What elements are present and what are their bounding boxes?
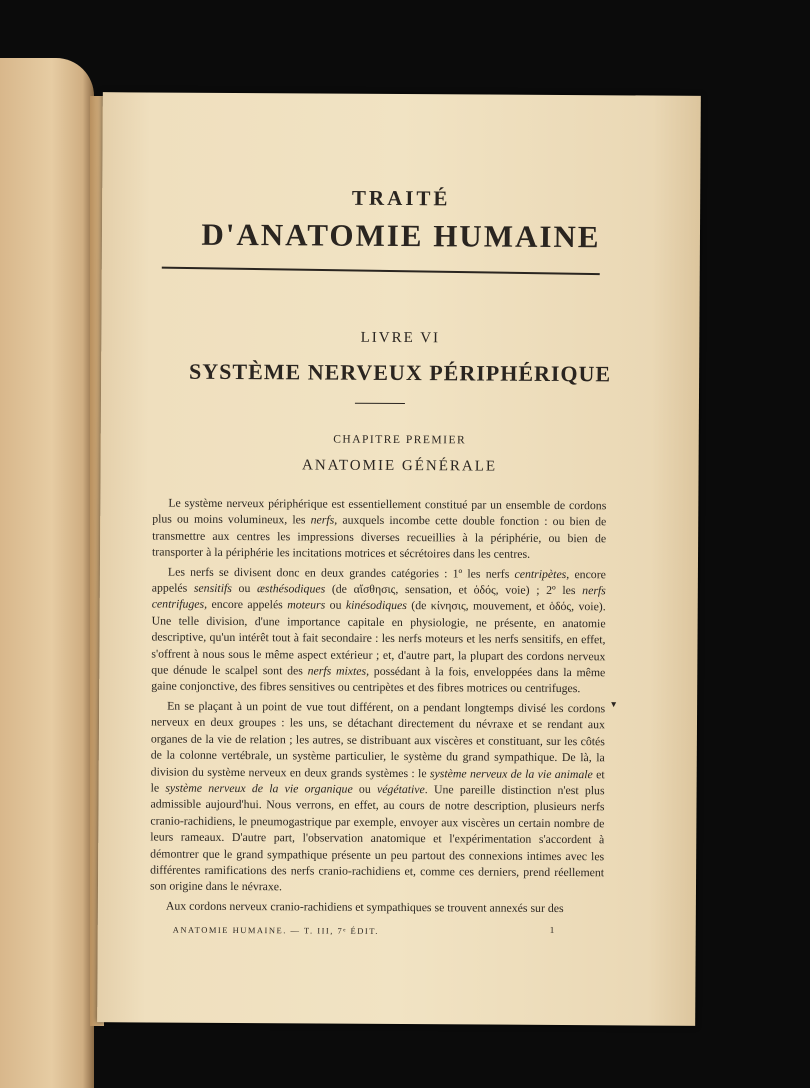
text-run: (de αἴσθησις, sensation, et ὁδός, voie) ; 2º les: [325, 581, 583, 598]
text-run: ou: [352, 781, 378, 796]
book-page: [97, 92, 701, 1026]
text-run: , auxquels incombe cette double fonction : ou bien de transmettre aux centres les impressions diverses recueillies à la périphérie, ou bien de transporter à la périphérie les incitations motrices et sécrétoires dans les centres.: [151, 513, 607, 562]
page-number: 1: [549, 924, 555, 935]
italic-term: moteurs: [287, 597, 326, 612]
text-run: . Une pareille distinction n'est plus admissible aujourd'hui. Nous verrons, en effet, au cours de notre description, plusieurs nerfs cranio-rachidiens, le pneumogastrique par exemple, envoyer aux viscères un certain nombre de leurs rameaux. D'autre part, l'observation anatomique et l'expérimentation s'accordent à démontrer que le grand sympathique présente un peu partout des connexions intimes avec les différentes ramifications des nerfs cranio-rachidiens et, comme ces derniers, prend réellement son origine dans le névraxe.: [149, 782, 605, 894]
italic-term: kinésodiques: [345, 598, 407, 613]
chapter-label: CHAPITRE PREMIER: [333, 433, 467, 447]
text-run: ou: [231, 581, 258, 596]
text-run: Aux cordons nerveux cranio-rachidiens et sympathiques se trouvent annexés sur des: [165, 898, 564, 915]
body-text: [150, 494, 607, 919]
text-run: et le: [150, 766, 605, 795]
facing-page: [0, 58, 94, 1088]
text-run: Le système nerveux périphérique est essentiellement constitué par un ensemble de cordons plus ou moins volumineux, les: [152, 495, 607, 527]
text-run: (de κίνησις, mouvement, et ὁδός, voie). Une telle division, d'une importance capitale en physiologie, ne présente, en anatomie descriptive, qu'un intérêt tout à fait secondaire : les nerfs moteurs et les nerfs sensitifs, en effet, s'offrent à nous sous le même aspect extérieur ; et, d'autre part, la plupart des cordons nerveux que dénude le scalpel sont des: [151, 598, 606, 678]
italic-term: nerfs centrifuges: [151, 583, 606, 612]
italic-term: système nerveux de la vie animale: [429, 765, 593, 781]
title-rule: [162, 267, 600, 275]
signature-line: ANATOMIE HUMAINE. — T. III, 7ᵉ ÉDIT.: [172, 924, 379, 936]
margin-mark: ▾: [611, 699, 617, 711]
italic-term: nerfs: [310, 512, 335, 528]
section-rule: [355, 403, 405, 404]
paragraph: [150, 697, 605, 897]
italic-term: sensitifs: [193, 580, 232, 596]
italic-term: centripètes: [514, 566, 567, 581]
paragraph: [151, 563, 606, 697]
text-run: , encore appelés: [204, 597, 288, 612]
italic-term: æsthésodiques: [256, 581, 326, 596]
italic-term: système nerveux de la vie organique: [165, 780, 353, 796]
text-run: ou: [325, 597, 346, 613]
title-line-2: D'ANATOMIE HUMAINE: [201, 216, 601, 255]
livre-heading: LIVRE VI: [360, 329, 441, 347]
text-run: , encore appelés: [151, 566, 606, 595]
chapter-title: ANATOMIE GÉNÉRALE: [302, 457, 498, 475]
livre-title: SYSTÈME NERVEUX PÉRIPHÉRIQUE: [189, 358, 612, 387]
paragraph: [152, 494, 606, 562]
title-line-1: TRAITÉ: [351, 185, 451, 211]
paragraph: [150, 897, 604, 916]
text-run: , possédant à la fois, enveloppées dans la même gaine conjonctive, des fibres sensitives ou centripètes et des fibres motrices ou centrifuges.: [151, 663, 606, 696]
italic-term: nerfs mixtes: [307, 663, 367, 678]
text-run: En se plaçant à un point de vue tout différent, on a pendant longtemps divisé les cordons nerveux en deux groupes : les uns, se détachant directement du névraxe et se rendant aux organes de la vie de relation ; les autres, se distribuant aux viscères et constituant, sur les côtés de la colonne vertébrale, un système particulier, le système du grand sympathique. De là, la division du système nerveux en deux grands systèmes : le: [150, 698, 606, 780]
text-run: Les nerfs se divisent donc en deux grandes catégories : 1º les nerfs: [167, 564, 515, 581]
italic-term: végétative: [376, 781, 425, 797]
